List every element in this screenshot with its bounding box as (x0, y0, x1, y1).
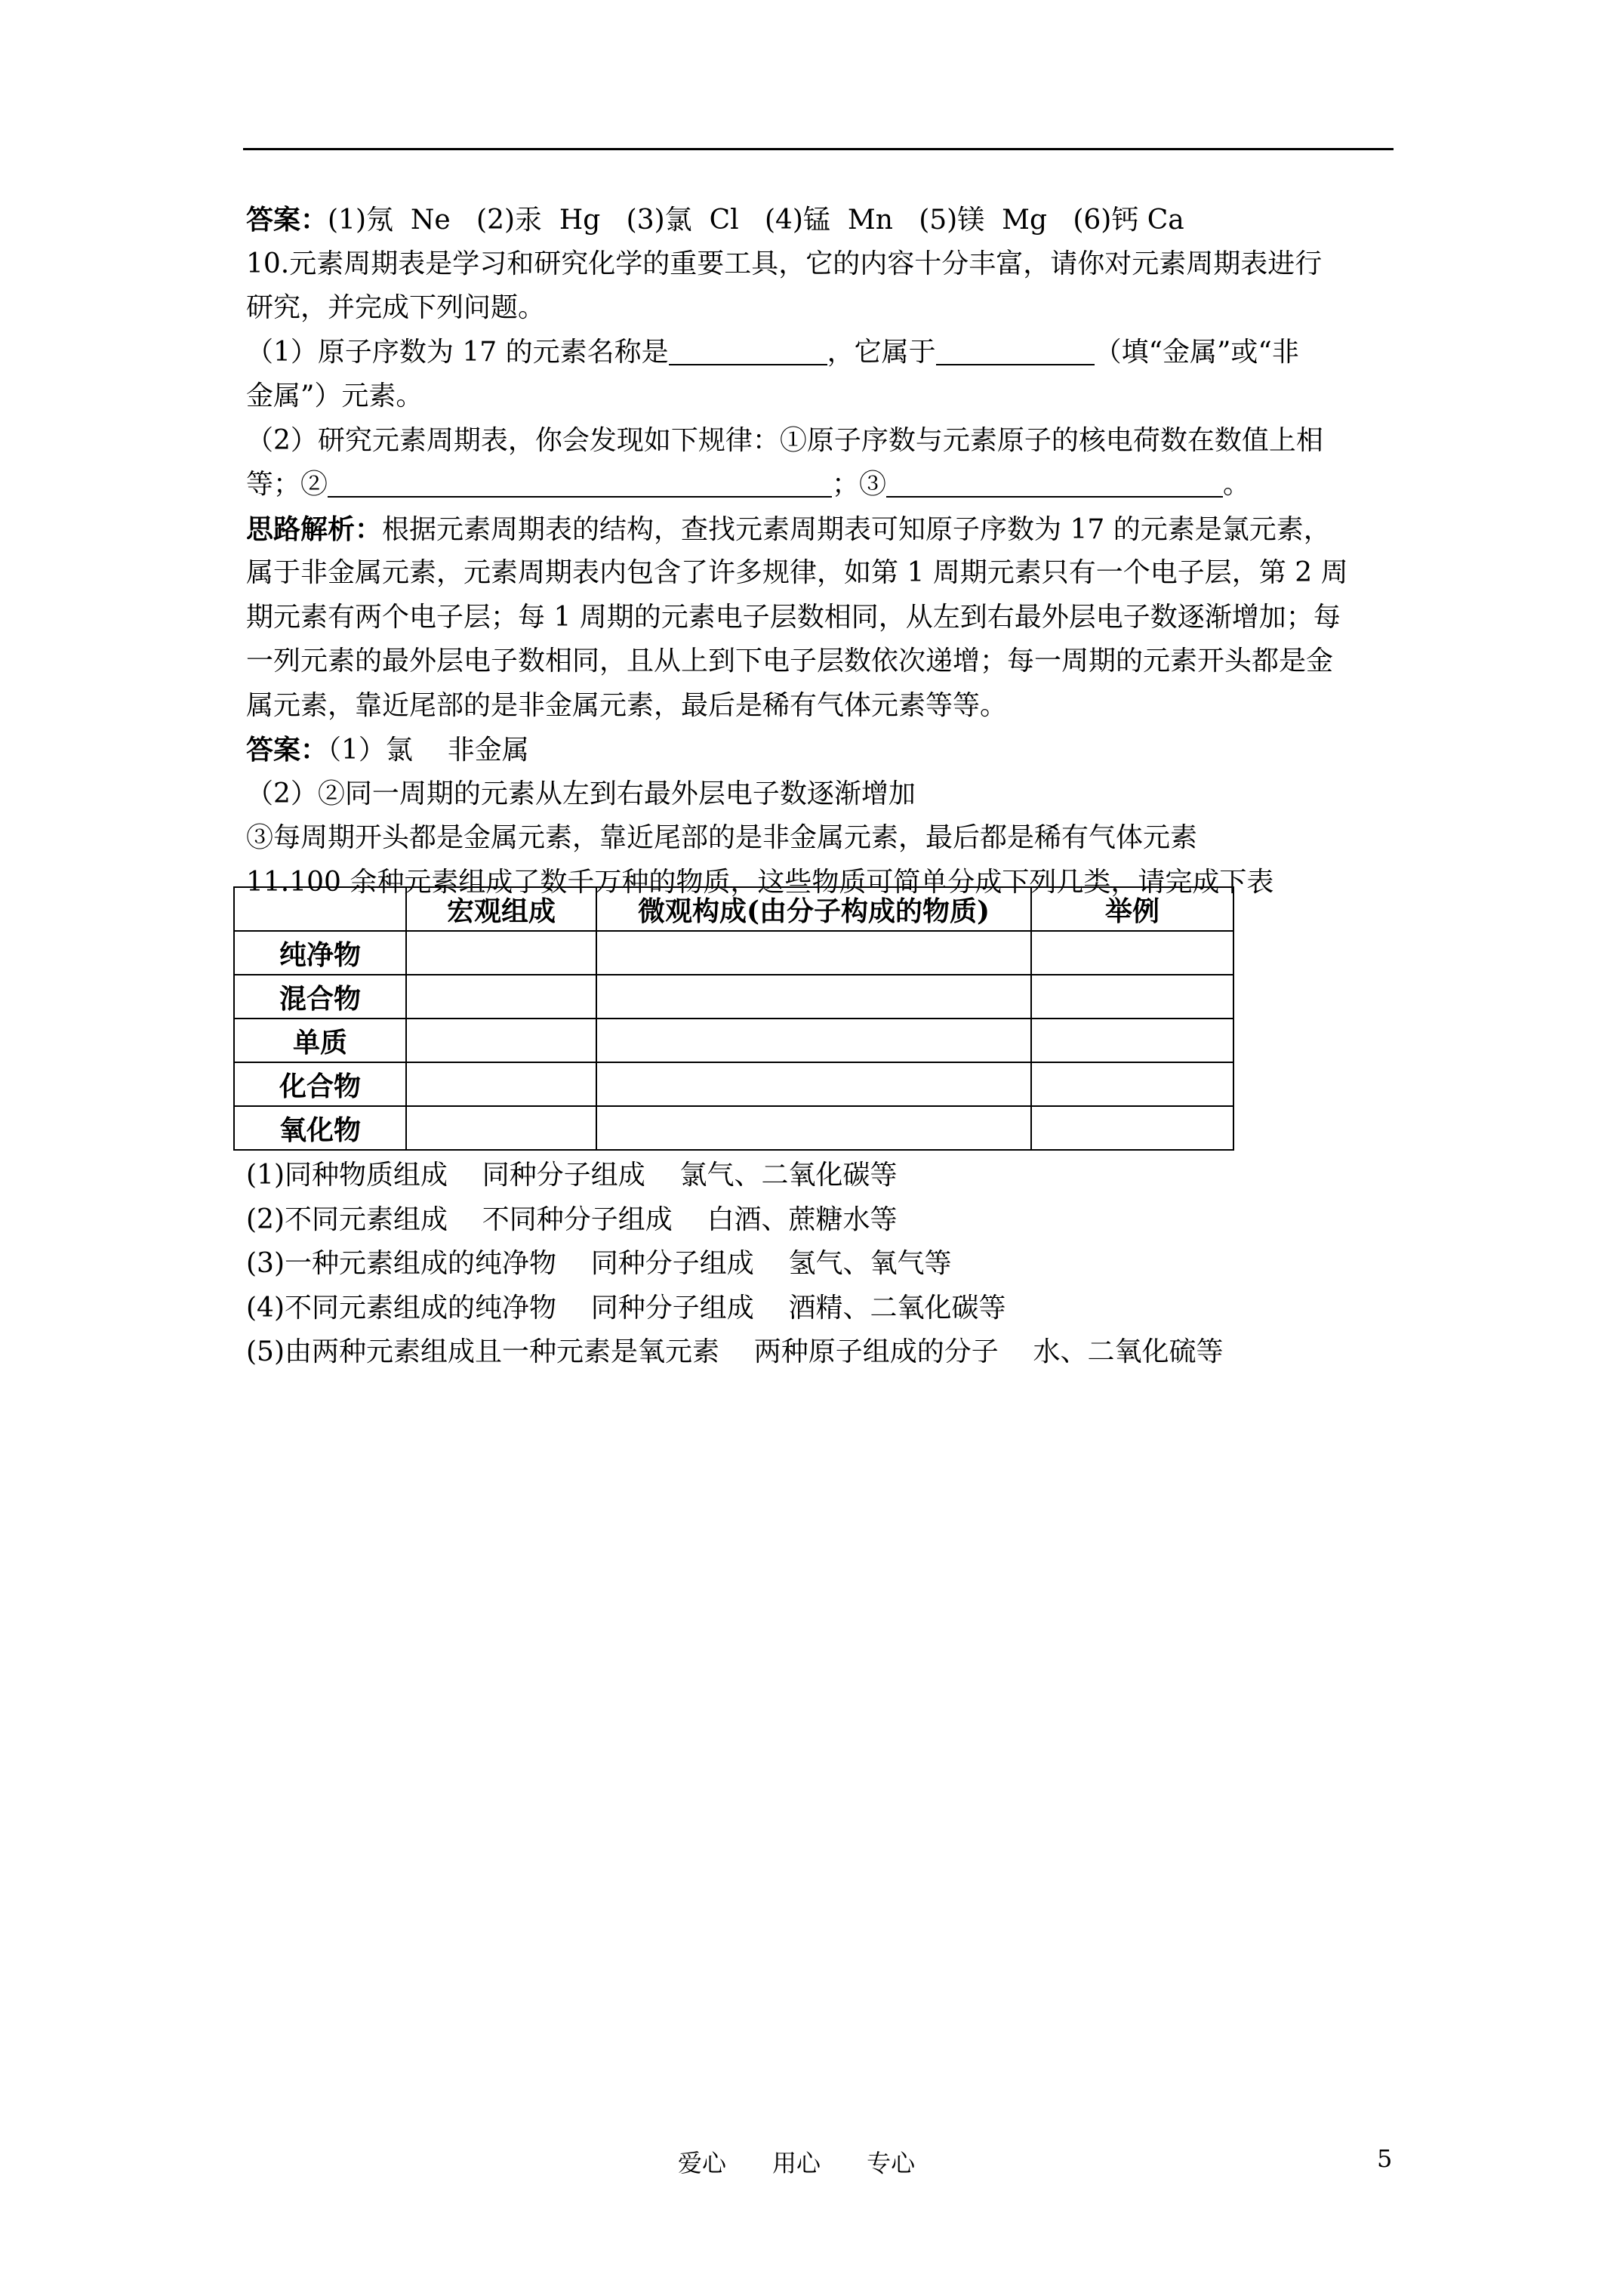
table-cell[interactable] (406, 1019, 596, 1062)
table-cell[interactable] (596, 1019, 1031, 1062)
table-cell[interactable] (406, 1062, 596, 1106)
row-label: 化合物 (234, 1062, 406, 1106)
q10-answer-line3: ③每周期开头都是金属元素，靠近尾部的是非金属元素，最后都是稀有气体元素 (246, 822, 1198, 853)
q10-analysis-line4: 一列元素的最外层电子数相同，且从上到下电子层数依次递增；每一周期的元素开头都是金 (246, 646, 1334, 676)
row-label: 纯净物 (234, 931, 406, 975)
q10-part2-line1: （2）研究元素周期表，你会发现如下规律：①原子序数与元素原子的核电荷数在数值上相 (246, 424, 1323, 456)
table-header-row (234, 887, 1233, 931)
q9-answer-text: (1)氖 Ne (2)汞 Hg (3)氯 Cl (4)锰 Mn (5)镁 Mg (6)钙 Ca (328, 205, 1184, 236)
table-cell[interactable] (596, 1106, 1031, 1150)
q10-analysis-line5: 属元素，靠近尾部的是非金属元素，最后是稀有气体元素等等。 (246, 689, 1008, 721)
q11-answer-item: (5)由两种元素组成且一种元素是氧元素 两种原子组成的分子 水、二氧化硫等 (246, 1336, 1224, 1367)
q10-stem-line1: 10.元素周期表是学习和研究化学的重要工具，它的内容十分丰富，请你对元素周期表进行 (246, 248, 1323, 279)
table-row (234, 1019, 1233, 1062)
q10-part1-c: （填“金属”或“非 (1094, 336, 1299, 368)
q11-answer-item: (4)不同元素组成的纯净物 同种分子组成 酒精、二氧化碳等 (246, 1292, 1006, 1324)
q10-part2-a: 等；② (246, 469, 328, 500)
table-row (234, 1106, 1233, 1150)
q10-blank-rule2[interactable] (328, 464, 832, 498)
row-label: 混合物 (234, 975, 406, 1019)
q11-answer-item: (3)一种元素组成的纯净物 同种分子组成 氢气、氧气等 (246, 1248, 952, 1279)
q10-part2-line2 (246, 463, 1394, 507)
table-cell[interactable] (1031, 1106, 1233, 1150)
table-cell[interactable] (1031, 1019, 1233, 1062)
table-cell[interactable] (406, 1106, 596, 1150)
table-row (234, 1062, 1233, 1106)
q10-analysis-text1: 根据元素周期表的结构，查找元素周期表可知原子序数为 17 的元素是氯元素， (382, 513, 1331, 545)
q10-analysis-line3: 期元素有两个电子层；每 1 周期的元素电子层数相同，从左到右最外层电子数逐渐增加；每 (246, 601, 1341, 633)
q10-part1-line1 (246, 331, 1394, 375)
q10-answer-line1 (246, 728, 1394, 772)
table-header-cell: 微观构成(由分子构成的物质) (596, 887, 1031, 931)
q11-answer-item: (1)同种物质组成 同种分子组成 氯气、二氧化碳等 (246, 1160, 898, 1191)
row-label: 单质 (234, 1019, 406, 1062)
q9-answer-line (246, 198, 1394, 242)
question-content (246, 198, 1394, 905)
q10-analysis-line2: 属于非金属元素，元素周期表内包含了许多规律，如第 1 周期元素只有一个电子层，第 2 周 (246, 557, 1348, 588)
table-cell[interactable] (406, 931, 596, 975)
q10-blank-rule3[interactable] (886, 464, 1223, 498)
table-row (234, 931, 1233, 975)
q11-answer-item: (2)不同元素组成 不同种分子组成 白酒、蔗糖水等 (246, 1203, 898, 1235)
q10-answer-line2: （2）②同一周期的元素从左到右最外层电子数逐渐增加 (246, 778, 916, 809)
q11-stem: 11.100 余种元素组成了数千万种的物质，这些物质可简单分成下列几类，请完成下表 (246, 866, 1274, 898)
header-rule (243, 148, 1394, 150)
table-row (234, 975, 1233, 1019)
q10-analysis-label: 思路解析： (246, 513, 383, 545)
table-cell[interactable] (1031, 1062, 1233, 1106)
row-label: 氧化物 (234, 1106, 406, 1150)
q10-part1-b: ，它属于 (827, 336, 936, 368)
q10-analysis-line1 (246, 507, 1394, 552)
table-header-cell: 举例 (1031, 887, 1233, 931)
table-header-cell (234, 887, 406, 931)
q10-stem-line2: 研究，并完成下列问题。 (246, 292, 546, 323)
q10-part1-line2: 金属”）元素。 (246, 381, 423, 411)
q10-blank-element-name[interactable] (669, 332, 827, 365)
q10-part2-b: ；③ (832, 469, 887, 500)
q11-answers (246, 1154, 1394, 1375)
substance-classification-table (233, 886, 1234, 1151)
table-cell[interactable] (596, 931, 1031, 975)
table-header-cell: 宏观组成 (406, 887, 596, 931)
page-number: 5 (1377, 2144, 1393, 2173)
table-cell[interactable] (1031, 931, 1233, 975)
q9-answer-label: 答案： (246, 204, 328, 236)
table-cell[interactable] (1031, 975, 1233, 1019)
q10-part1-a: （1）原子序数为 17 的元素名称是 (246, 336, 669, 368)
q10-answer-text1: （1）氯 非金属 (328, 735, 529, 766)
q10-blank-metal-type[interactable] (936, 332, 1095, 365)
q10-answer-label: 答案： (246, 734, 328, 766)
table-cell[interactable] (406, 975, 596, 1019)
table-cell[interactable] (596, 1062, 1031, 1106)
table-cell[interactable] (596, 975, 1031, 1019)
footer-motto: 爱心 用心 专心 (678, 2149, 916, 2177)
q10-part2-c: 。 (1223, 469, 1251, 500)
